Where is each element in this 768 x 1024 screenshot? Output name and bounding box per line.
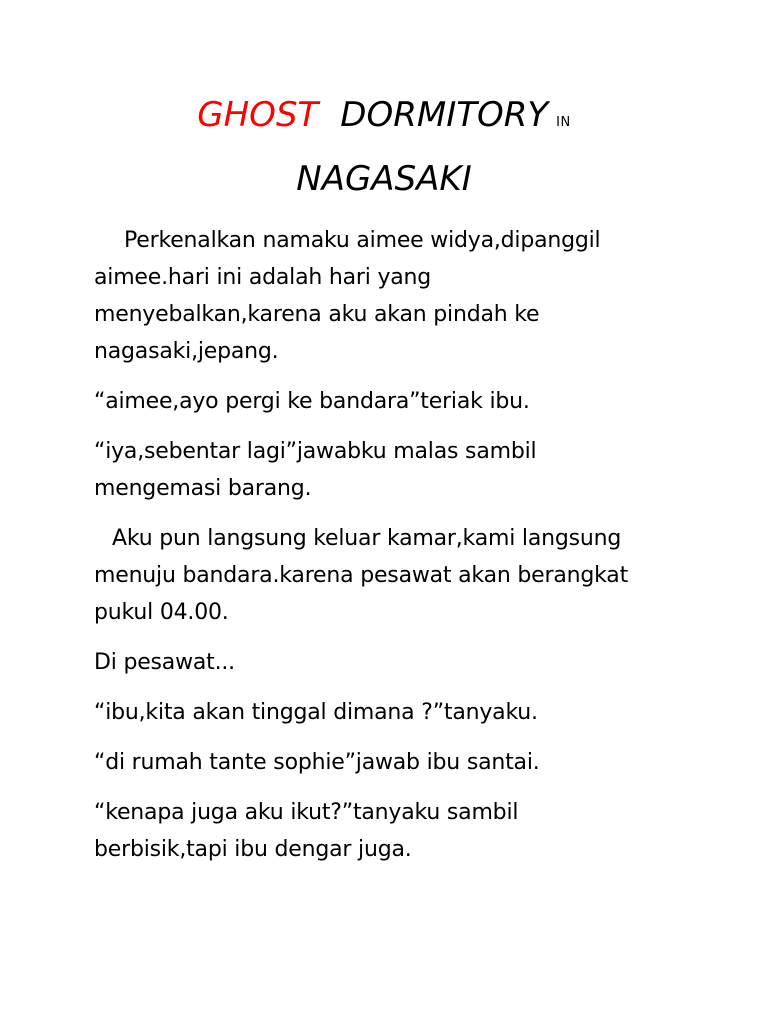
paragraph-intro bbox=[94, 222, 714, 370]
paragraph-line: “kenapa juga aku ikut?”tanyaku sambil bbox=[94, 800, 519, 825]
paragraph-line: nagasaki,jepang. bbox=[94, 339, 279, 364]
paragraph-line: “aimee,ayo pergi ke bandara”teriak ibu. bbox=[94, 389, 530, 414]
paragraph-line: Di pesawat... bbox=[94, 650, 235, 675]
title-ghost: GHOST bbox=[197, 95, 319, 135]
paragraph-line: “di rumah tante sophie”jawab ibu santai. bbox=[94, 750, 540, 775]
paragraph-on-plane bbox=[94, 644, 714, 681]
title-in: IN bbox=[556, 115, 571, 130]
paragraph-line: aimee.hari ini adalah hari yang bbox=[94, 265, 432, 290]
paragraph-line: Perkenalkan namaku aimee widya,dipanggil bbox=[124, 228, 601, 253]
paragraph-line: Aku pun langsung keluar kamar,kami langsung bbox=[112, 526, 622, 551]
paragraph-question bbox=[94, 694, 714, 731]
paragraph-line: “ibu,kita akan tinggal dimana ?”tanyaku. bbox=[94, 700, 538, 725]
paragraph-mother-call bbox=[94, 383, 714, 420]
title-nagasaki: NAGASAKI bbox=[296, 159, 472, 199]
title-line-1 bbox=[0, 92, 768, 146]
story-body bbox=[94, 222, 714, 881]
title-dormitory: DORMITORY bbox=[340, 95, 549, 135]
title-line-2 bbox=[0, 156, 768, 202]
paragraph-line: mengemasi barang. bbox=[94, 476, 312, 501]
paragraph-line: “iya,sebentar lagi”jawabku malas sambil bbox=[94, 439, 537, 464]
paragraph-reply bbox=[94, 433, 714, 507]
paragraph-line: berbisik,tapi ibu dengar juga. bbox=[94, 837, 412, 862]
paragraph-leaving bbox=[94, 520, 714, 631]
paragraph-whisper bbox=[94, 794, 714, 868]
paragraph-line: menuju bandara.karena pesawat akan berangkat bbox=[94, 563, 628, 588]
paragraph-line: menyebalkan,karena aku akan pindah ke bbox=[94, 302, 540, 327]
paragraph-line: pukul 04.00. bbox=[94, 600, 229, 625]
paragraph-answer bbox=[94, 744, 714, 781]
